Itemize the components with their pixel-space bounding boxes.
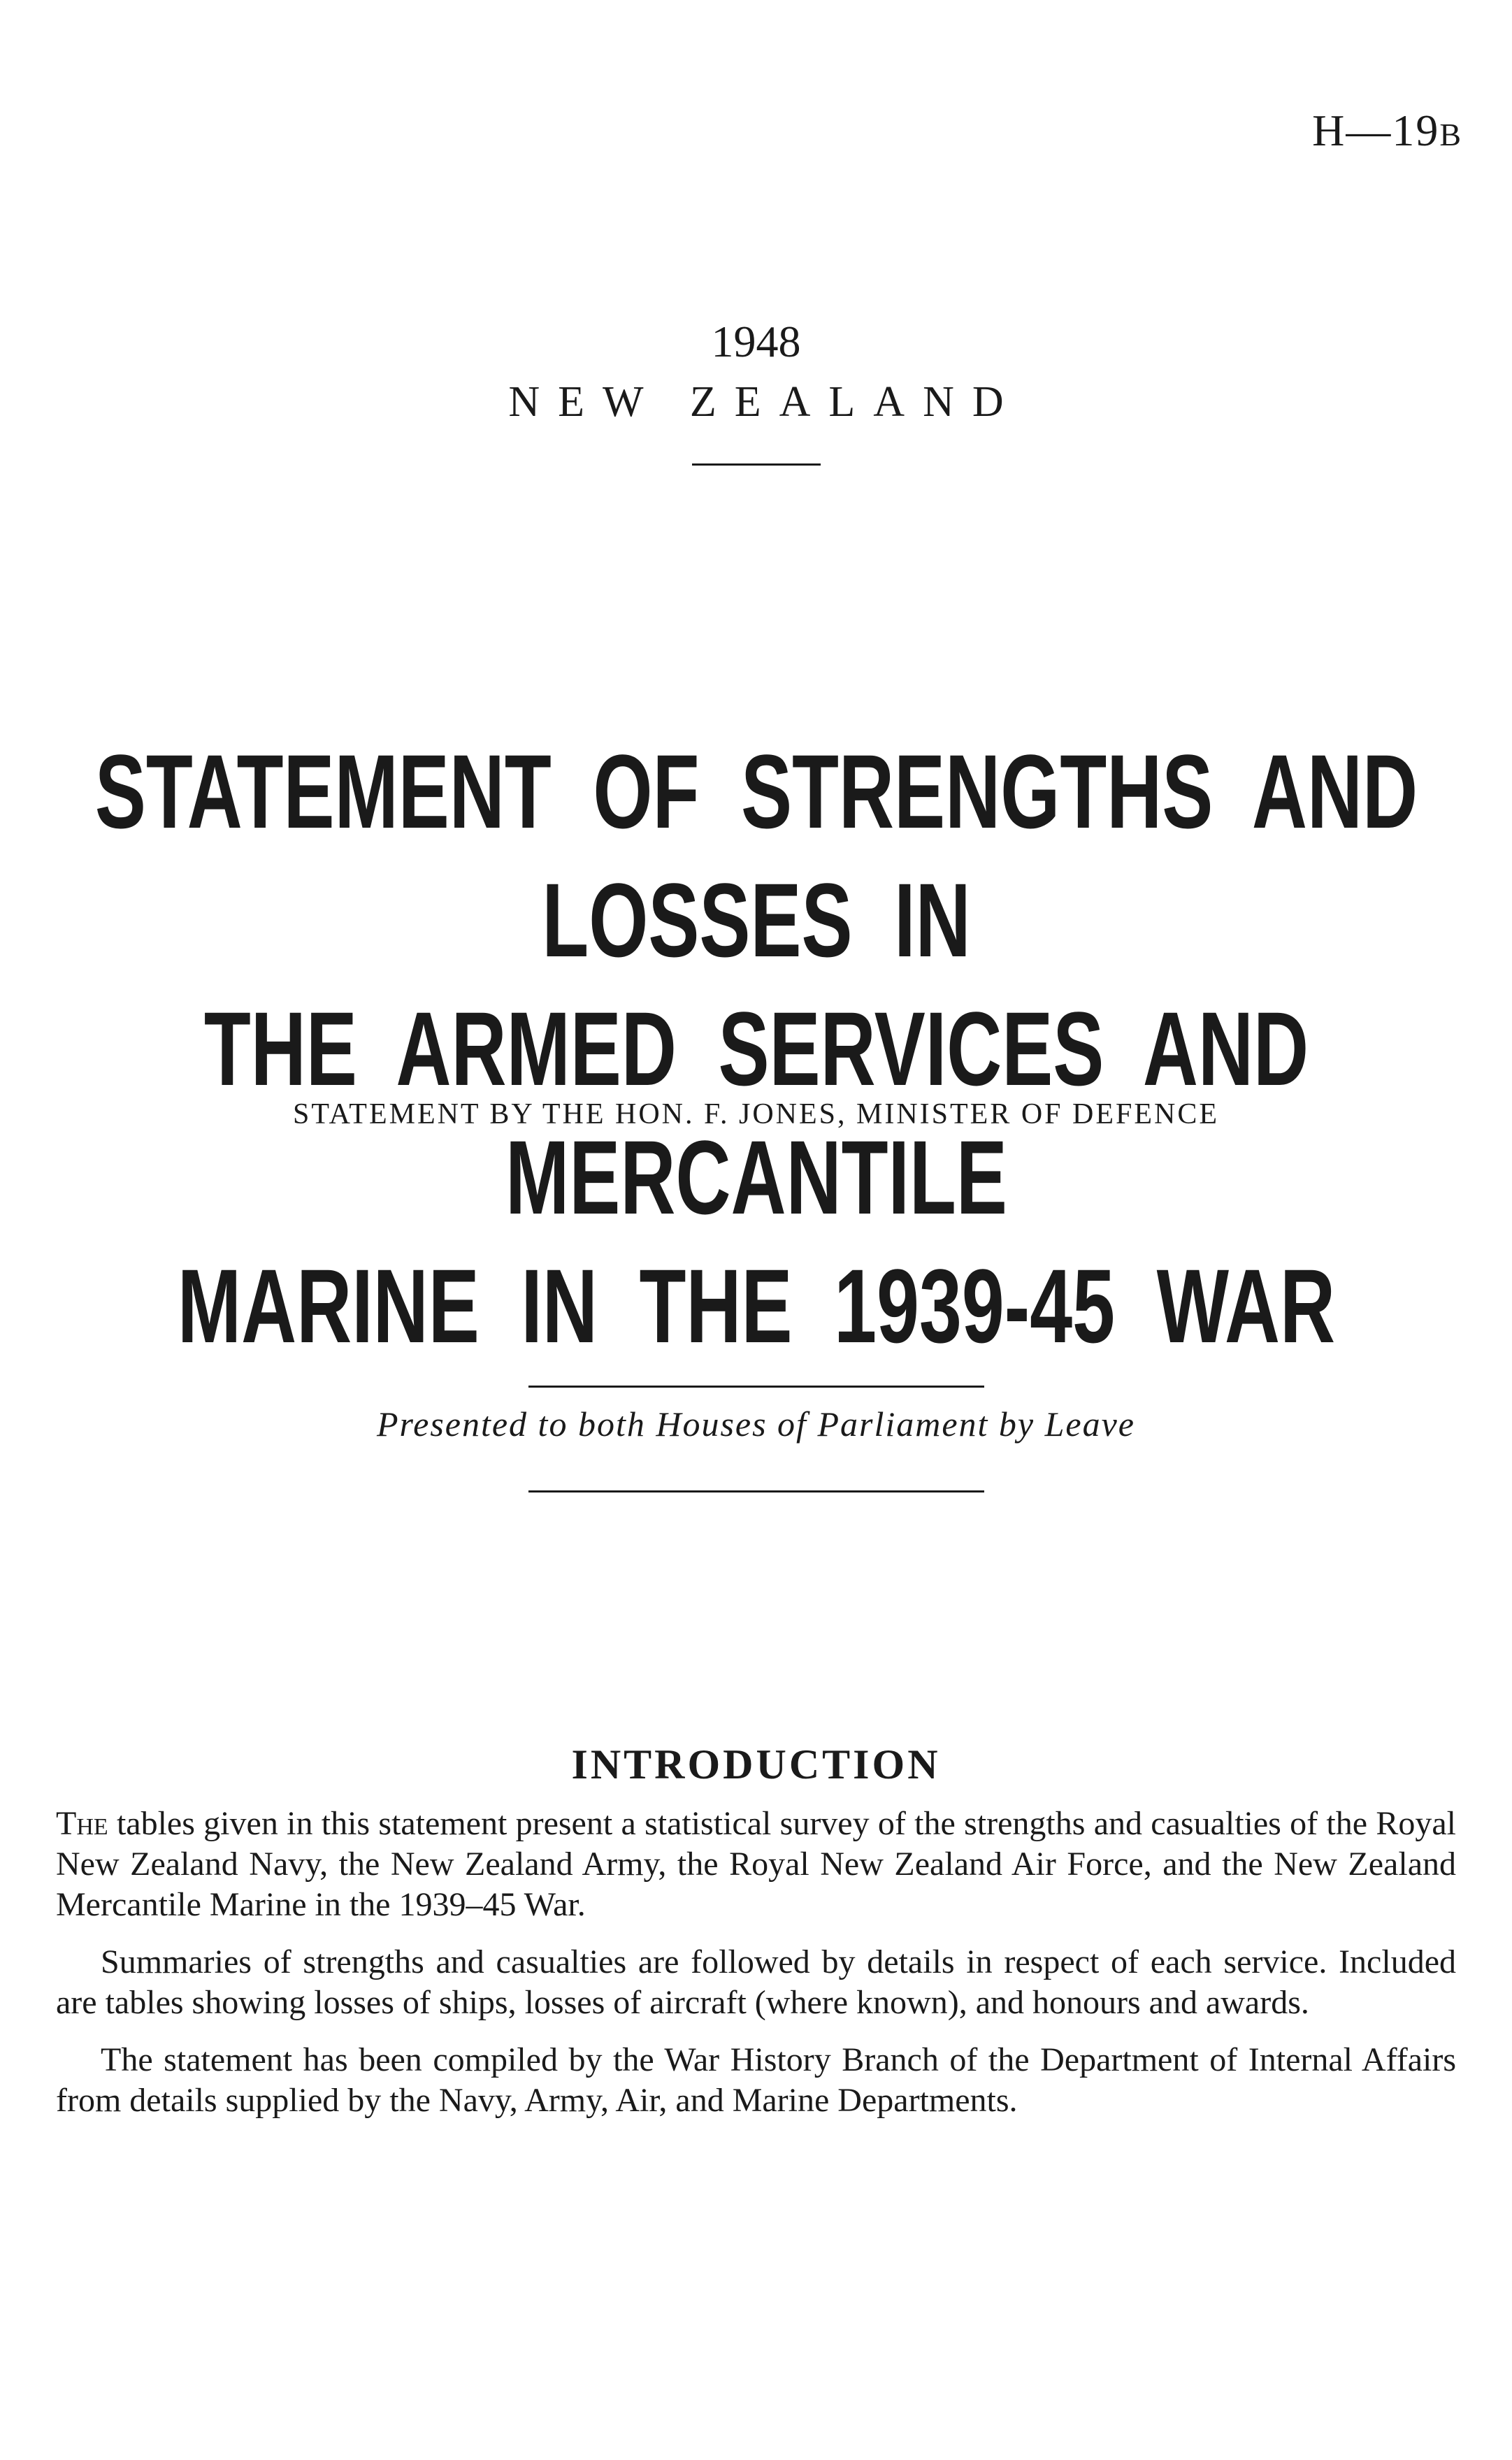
introduction-heading: INTRODUCTION xyxy=(571,1741,941,1788)
page-code-suffix: B xyxy=(1439,117,1462,152)
presented-line: Presented to both Houses of Parliament by Leave xyxy=(376,1404,1135,1444)
intro-paragraph-3: The statement has been compiled by the War History Branch of the Department of Internal Affairs from details supplied by the Navy, Army, Air, and Marine Departments. xyxy=(56,2041,1456,2119)
title-line-2: THE ARMED SERVICES AND MERCANTILE xyxy=(203,990,1309,1236)
intro-lead-word: The xyxy=(56,1805,108,1842)
introduction-body xyxy=(56,1804,1456,2138)
intro-paragraph-1-text: tables given in this statement present a statistical survey of the strengths and casualties of the Royal New Zealand Navy, the New Zealand Army, the Royal New Zealand Air Force, and the New Zealand Mercantile Marine in the 1939–45 War. xyxy=(56,1805,1456,1923)
presented-bottom-rule xyxy=(528,1490,984,1492)
title-line-3: MARINE IN THE 1939-45 WAR xyxy=(177,1247,1336,1365)
page-code-main: H—19 xyxy=(1312,106,1440,155)
masthead-divider xyxy=(692,463,821,466)
country-name: NEW ZEALAND xyxy=(508,378,1022,426)
intro-paragraph-1 xyxy=(56,1804,1456,1925)
subtitle: STATEMENT BY THE HON. F. JONES, MINISTER OF DEFENCE xyxy=(292,1098,1220,1130)
document-title xyxy=(50,727,1463,1370)
title-line-1: STATEMENT OF STRENGTHS AND LOSSES IN xyxy=(94,733,1418,979)
publication-year: 1948 xyxy=(711,317,801,366)
presented-top-rule xyxy=(528,1386,984,1388)
intro-paragraph-2: Summaries of strengths and casualties are followed by details in respect of each service. Included are tables showing losses of ships, losses of aircraft (where known), and honours and awards. xyxy=(56,1943,1456,2021)
page-code xyxy=(1312,105,1462,157)
